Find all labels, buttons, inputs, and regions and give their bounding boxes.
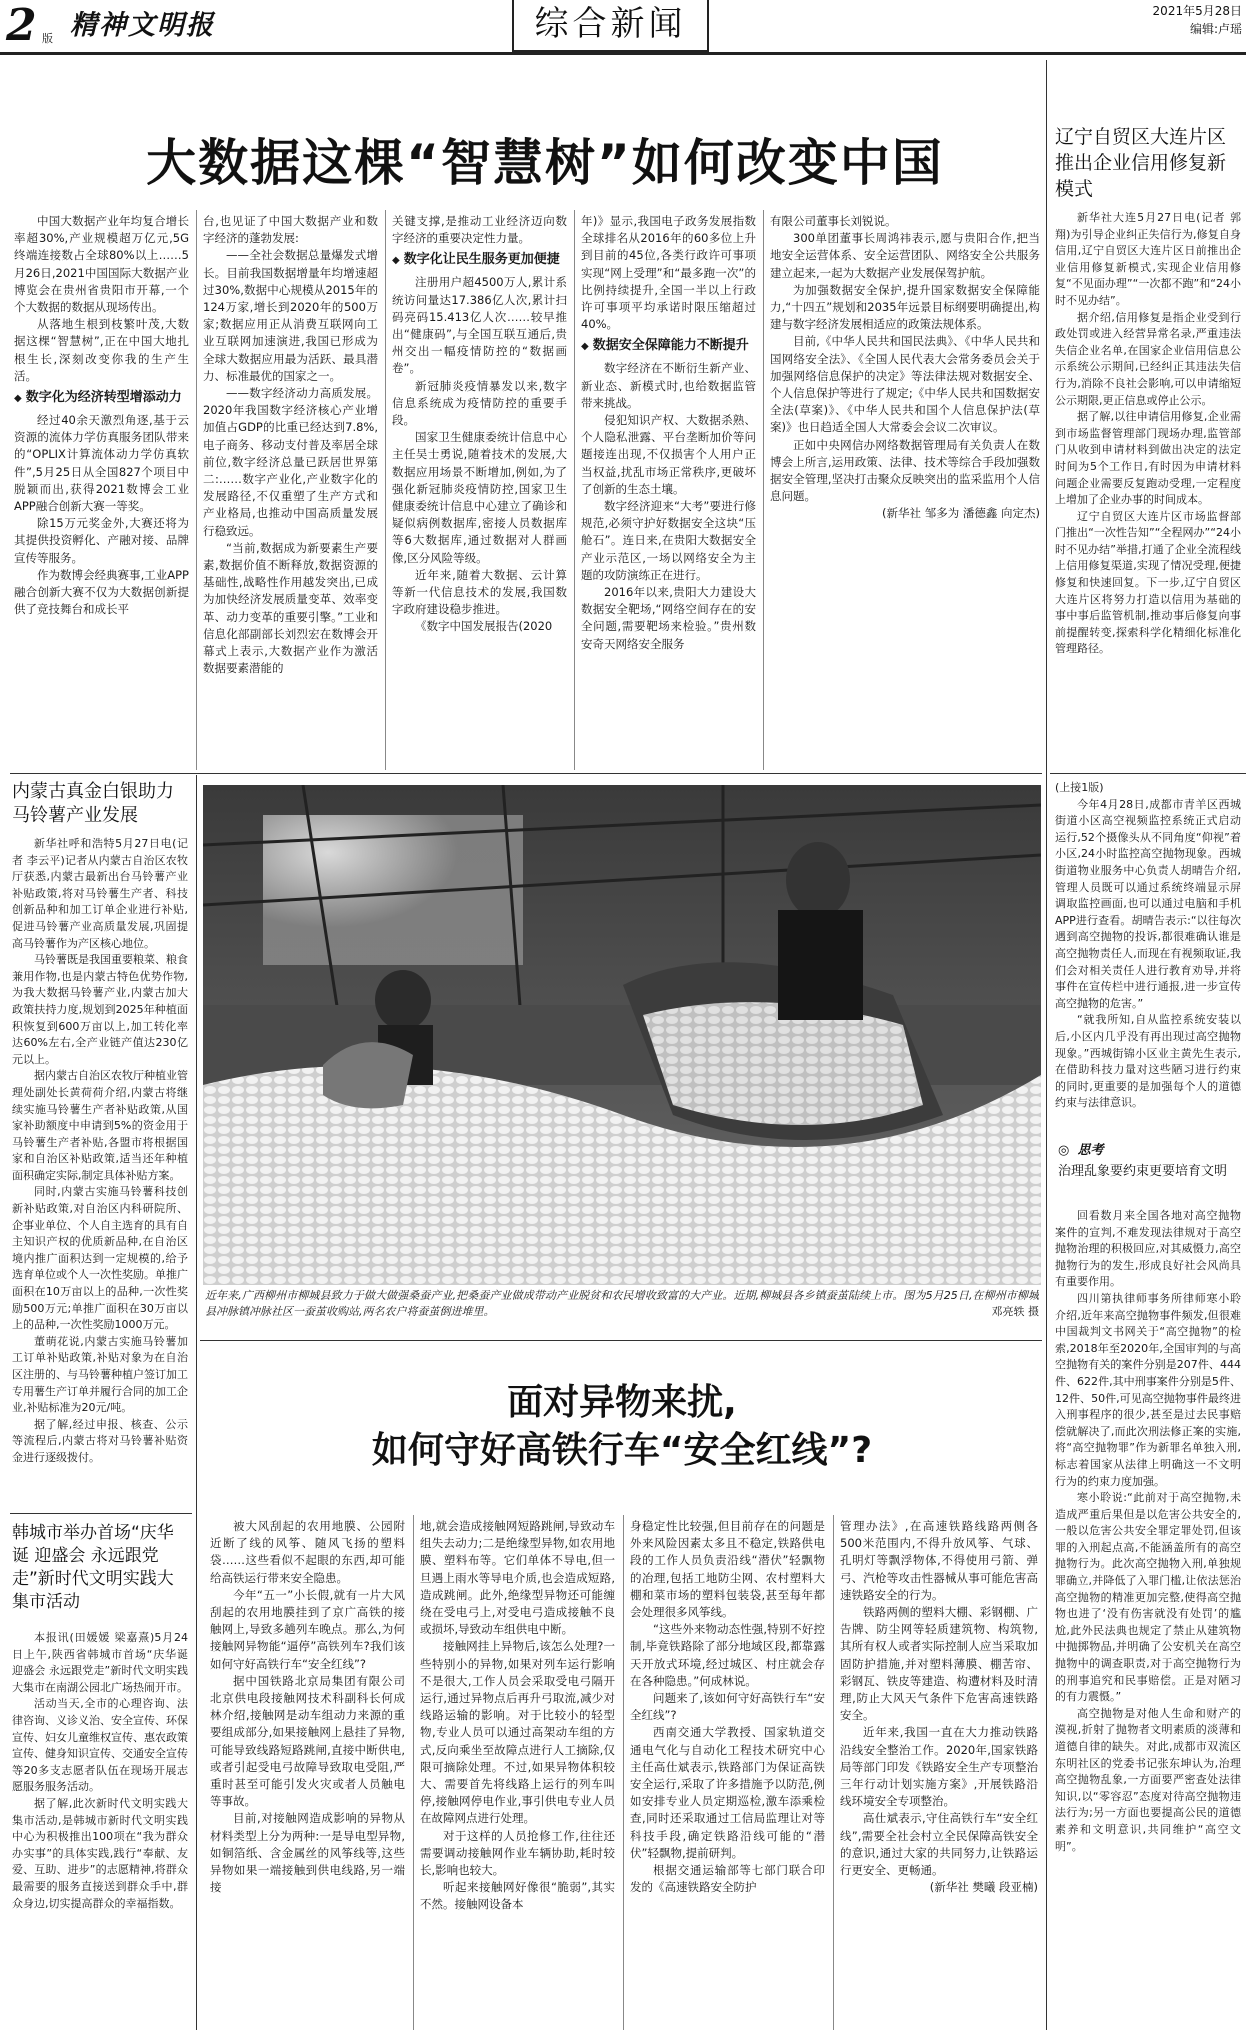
column-divider (574, 210, 575, 770)
paragraph: 高仕斌表示,守住高铁行车“安全红线”,需要全社会村立全民保障高铁安全的意识,通过大家的共同努力,让铁路运行更安全、更畅通。 (840, 1811, 1038, 1878)
paragraph: 同时,内蒙古实施马铃薯科技创新补贴政策,对自治区内科研院所、企事业单位、个人自主选育的具有自主知识产权的优质新品种,在自治区境内推广面积达到一定规模的,给予选育单位或个人一次性奖励。单推广面积在10万亩以上的品种,一次性奖励500万元;单推广面积在30万亩以上的品种,一次性奖励1000万元。 (12, 1185, 188, 1332)
paragraph: 台,也见证了中国大数据产业和数字经济的蓬勃发展: (203, 214, 378, 246)
section-name: 综合新闻 (534, 4, 687, 44)
paragraph: 中国大数据产业年均复合增长率超30%,产业规模超万亿元,5G终端连接数占全球80%以上……5月26日,2021中国国际大数据产业博览会在贵州省贵阳市开幕,一个个大数据的数据从现场传出。 (14, 214, 189, 315)
paragraph: 近年来,我国一直在大力推动铁路沿线安全整治工作。2020年,国家铁路局等部门印发《铁路安全生产专项整治三年行动计划实施方案》,开展铁路沿线环境安全专项整治。 (840, 1725, 1038, 1809)
paragraph: 铁路两侧的塑料大棚、彩钢棚、广告牌、防尘网等轻质建筑物、构筑物,其所有权人或者实际控制人应当采取加固防护措施,并对塑料薄膜、棚苦帘、彩钢瓦、铁皮等建造、构遭材料及时清理,防止大风天气条件下危害高速铁路安全。 (840, 1605, 1038, 1723)
paragraph: 被大风刮起的农用地膜、公园附近断了线的风筝、随风飞扬的塑料袋……这些看似不起眼的东西,却可能给高铁运行带来安全隐患。 (210, 1519, 405, 1585)
main-headline: 大数据这棵“智慧树”如何改变中国 (146, 134, 944, 192)
paragraph: 作为数博会经典赛事,工业APP融合创新大赛不仅为大数据创新提供了竞技舞台和成长平 (14, 567, 189, 617)
photo-credit: 邓亮轶 摄 (991, 1305, 1039, 1318)
paragraph: 年)》显示,我国电子政务发展指数全球排名从2016年的60多位上升到目前的45位,各类行政许可事项实现“网上受理”和“最多跑一次”的比例持续提升,全国一半以上行政许可事项平均承诺时限压缩超过40%。 (581, 214, 756, 332)
paragraph: 回看数月来全国各地对高空抛物案件的宣判,不难发现法律规对于高空抛物治理的积极回应,对其威慑力,高空抛物行为的发生,形成良好社会风尚具有重要作用。 (1055, 1209, 1241, 1289)
paragraph: 管理办法》,在高速铁路线路两侧各500米范围内,不得升放风筝、气球、孔明灯等飘浮物体,不得使用弓箭、弹弓、汽枪等攻击性器械从事可能危害高速铁路安全的行为。 (840, 1519, 1038, 1602)
page-header (0, 0, 1246, 58)
paragraph: 据了解,以往申请信用修复,企业需到市场监督管理部门现场办理,监管部门从收到申请材料到做出决定的法定时间为5个工作日,有时因为申请材料问题企业需要反复跑动受理,一定程度上增加了企业办事的时间成本。 (1055, 410, 1241, 507)
main-col-3 (392, 213, 567, 768)
right-divider (1050, 773, 1246, 774)
paragraph: 辽宁自贸区大连片区市场监督部门推出“一次性告知”“全程网办”“24小时不见办结”举措,打通了企业全流程线上信用修复渠道,实现了情况受理,便捷修复和快速回复。下一步,辽宁自贸区大连片区将努力打造以信用为基础的事中事后监管机制,推动事后修复向事前提醒转变,探索科学化精细化标准化管理路径。 (1055, 509, 1241, 656)
left-divider (10, 1513, 192, 1514)
paragraph: 侵犯知识产权、大数据杀熟、个人隐私泄露、平台垄断加价等问题接连出现,不仅损害个人用户正当权益,扰乱市场正常秩序,更破坏了创新的生态土壤。 (581, 413, 756, 496)
think-body (1055, 1208, 1241, 2028)
caption-text: 近年来,广西柳州市柳城县致力于做大做强桑蚕产业,把桑蚕产业做成带动产业脱贫和农民增收致富的大产业。近期,柳城县各乡镇蚕茧陆续上市。图为5月25日,在柳州市柳城县冲脉镇冲脉社区一蚕茧收购站,两名农户将蚕茧倒进堆里。 (205, 1289, 1039, 1318)
paragraph: “这些外来物动态性强,特别不好控制,毕竟铁路除了部分地域区段,都靠露天开放式环境,经过城区、村庄就会存在各种隐患。”何成林说。 (630, 1622, 825, 1688)
byline: (新华社 樊曦 段亚楠) (929, 1880, 1038, 1895)
paragraph: 目前,对接触网造成影响的异物从材料类型上分为两种:一是导电型异物,如铜箔纸、含金属丝的风筝线等,这些异物如果一端接触到供电线路,另一端接 (210, 1811, 405, 1895)
paragraph: “当前,数据成为新要素生产要素,数据价值不断释放,数据资源的基础性,战略性作用越发突出,已成为加快经济发展质量变革、效率变革、动力变革的重要引擎。”工业和信息化部副部长刘烈宏在数博会开幕式上表示,大数据产业作为激活数据要素潜能的 (203, 540, 378, 676)
paragraph: 2016年以来,贵阳大力建设大数据安全靶场,“网络空间存在的安全问题,需要靶场来检验。”贵州数安奇天网络安全服务 (581, 585, 756, 651)
news-photo (203, 785, 1041, 1285)
main-col-2 (203, 213, 378, 768)
paragraph: 本报讯(田媛媛 梁嘉熹)5月24日上午,陕西省韩城市首场“庆华诞 迎盛会 永远跟党走”新时代文明实践大集市在南湖公园北广场热闹开市。 (12, 1631, 188, 1694)
left-rail-divider (196, 775, 197, 2030)
column-divider (763, 210, 764, 770)
left-article-2-headline: 韩城市举办首场“庆华诞 迎盛会 永远跟党走”新时代文明实践大集市活动 (12, 1523, 174, 1612)
section-name-box (512, 0, 709, 52)
paragraph: 数字经济迎来“大考”要进行修规范,必须守护好数据安全这块“压舱石”。连日来,在贵阳大数据安全产业示范区,一场以网络安全为主题的攻防演练正在进行。 (581, 499, 756, 582)
paragraph: 经过40余天激烈角逐,基于云资源的流体力学仿真服务团队带来的“OPLIX计算流体动力学仿真软件”,5月25日从全国827个项目中脱颖而出,获得2021数博会工业APP融合创新大赛一等奖。 (14, 413, 189, 514)
photo-illustration (203, 785, 1041, 1285)
right-top-body (1055, 210, 1241, 770)
paragraph: 300单团董事长周鸿祎表示,愿与贵阳合作,把当地安全运营体系、安全运营团队、网络安全公共服务建立起来,一起为大数据产业发展保驾护航。 (770, 231, 1040, 280)
rail-col-3 (630, 1518, 825, 2028)
main-col-5 (770, 213, 1040, 768)
paragraph: ——数字经济动力高质发展。2020年我国数字经济核心产业增加值占GDP的比重已经达到7.8%,电子商务、移动支付普及率居全球前位,数字经济总量已跃居世界第二:……数字产业化,产业数字化的发展路径,不仅重塑了生产方式和产业格局,也推动中国高质量发展行稳致远。 (203, 386, 378, 538)
left-article-2-body (12, 1630, 188, 2026)
column-divider (196, 210, 197, 770)
subheading: ◆ 数字化让民生服务更加便捷 (392, 252, 560, 268)
paragraph: 活动当天,全市的心理咨询、法律咨询、义诊义治、安全宣传、环保宣传、妇女儿童维权宣传、惠农政策宣传、健身知识宣传、交通安全宣传等20多支志愿者队伍在现场开展志愿服务服务活动。 (12, 1697, 188, 1794)
column-divider (623, 1515, 624, 2030)
paragraph: 接触网挂上异物后,该怎么处理?一些特别小的异物,如果对列车运行影响不是很大,工作人员会采取受电弓隔开运行,通过异物点后再升弓取流,减少对线路运输的影响。对于比较小的轻型物,专业人员可以通过高架动车组的方式,反向乘坐至故障点进行人工摘除,仅限可摘除处理。不过,如果异物体积较大、需要首先将线路上运行的列车叫停,接触网停电作业,事引供电专业人员在故障网点进行处理。 (420, 1639, 615, 1826)
paragraph: 问题来了,该如何守好高铁行车“安全红线”? (630, 1691, 825, 1723)
paragraph: 国家卫生健康委统计信息中心主任吴士勇说,随着技术的发展,大数据应用场景不断增加,例如,为了强化新冠肺炎疫情防控,国家卫生健康委统计信息中心建立了确诊和疑似病例数据库,密接人员数据库等6大数据库,通过数据对人群画像,区分风险等级。 (392, 430, 567, 565)
page-number: 2 (6, 0, 37, 51)
header-rule (0, 52, 1246, 55)
paragraph: 今年“五一”小长假,就有一片大风刮起的农用地膜挂到了京广高铁的接触网上,导致多趟列车晚点。那么,为何接触网异物能“逼停”高铁列车?我们该如何守好高铁行车“安全红线”? (210, 1587, 405, 1671)
paragraph: 近年来,随着大数据、云计算等新一代信息技术的发展,我国数字政府建设稳步推进。 (392, 567, 567, 617)
paragraph: 听起来接触网好像很“脆弱”,其实不然。接触网设备本 (420, 1880, 615, 1912)
main-col-1 (14, 213, 189, 768)
paragraph: 正如中央网信办网络数据管理局有关负责人在数博会上所言,运用政策、法律、技术等综合手段加强数据安全管理,坚决打击聚众反映突出的监采监用个人信息问题。 (770, 437, 1040, 504)
paragraph: 据了解,经过申报、核查、公示等流程后,内蒙古将对马铃薯补贴资金进行逐级拨付。 (12, 1417, 188, 1464)
paragraph: 除15万元奖金外,大赛还将为其提供投资孵化、产融对接、品牌宣传等服务。 (14, 516, 189, 565)
rail-col-4 (840, 1518, 1038, 2028)
think-label: 思考 (1077, 1143, 1104, 1158)
paragraph: 新冠肺炎疫情暴发以来,数字信息系统成为疫情防控的重要手段。 (392, 378, 567, 428)
paragraph: 寒小聆说:“此前对于高空抛物,未造成严重后果但是以危害公共安全的,一般以危害公共安全罪定罪处罚,但该罪的入刑起点高,不能涵盖所有的高空抛物行为。此次高空抛物入刑,单独规罪确立,并降低了入罪门槛,让依法惩治高空抛物的精准更加完整,使得高空抛物也进了‘没有伤害就没有处罚’的尴尬,此外民法典也规定了禁止从建筑物中抛掷物品,并明确了公安机关在高空抛物中的调查职责,对于高空抛物行为的刑事追究和民事赔偿。正是对陋习的有力震慑。” (1055, 1491, 1241, 1704)
paragraph: 地,就会造成接触网短路跳闸,导致动车组失去动力;二是绝缘型异物,如农用地膜、塑料布等。它们单体不导电,但一旦遇上雨水等导电介质,也会造成短路,造成跳闸。此外,绝缘型异物还可能缠绕在受电弓上,对受电弓造成接触不良或损坏,导致动车组供电中断。 (420, 1519, 615, 1637)
paragraph: 董萌花说,内蒙古实施马铃薯加工订单补贴政策,补贴对象为在自治区注册的、与马铃薯种植户签订加工专用薯生产订单并履行合同的加工企业,补贴标准为20元/吨。 (12, 1334, 188, 1415)
paragraph: 西南交通大学教授、国家轨道交通电气化与自动化工程技术研究中心主任高仕斌表示,铁路部门为保证高铁安全运行,采取了许多措施予以防范,例如安排专业人员定期巡检,激车添乘检查,同时还采取通过工信局监理让对等科技手段,确定铁路沿线可能的“潜伏”轻飘物,提前研判。 (630, 1725, 825, 1860)
right-rail-divider (1046, 60, 1047, 2030)
left-article-1-headline: 内蒙古真金白银助力马铃薯产业发展 (12, 781, 174, 826)
think-heading (1058, 1142, 1242, 1160)
issue-date: 2021年5月28日 (1152, 4, 1242, 18)
circle-icon: ◎ (1058, 1143, 1070, 1158)
paragraph: 马铃薯既是我国重要粮菜、粮食兼用作物,也是内蒙古特色优势作物,为我大数据马铃薯产业,内蒙古加大政策扶持力度,规划到2025年种植面积恢复到600万亩以上,加工转化率达60%左右,全产业链产值达230亿元以上。 (12, 953, 188, 1066)
paragraph: 数字经济在不断衍生新产业、新业态、新模式时,也给数据监管带来挑战。 (581, 361, 756, 410)
page-number-suffix: 版 (42, 32, 53, 45)
rail-headline-line-2: 如何守好高铁行车“安全红线”? (371, 1430, 873, 1471)
paragraph: “就我所知,自从监控系统安装以后,小区内几乎没有再出现过高空抛物现象。”西城街锦小区业主黄先生表示,在借助科技力量对这些陋习进行约束的同时,更重要的是加强每个人的道德约束与法律意识。 (1055, 1013, 1241, 1110)
subheading: ◆ 数字化为经济转型增添动力 (14, 390, 182, 406)
paragraph: 高空抛物是对他人生命和财产的漠视,折射了抛物者文明素质的淡薄和道德自律的缺失。对此,成都市双流区东明社区的党委书记张东坤认为,治理高空抛物乱象,一方面要严密查处法律知识,以“零容忍”态度对待高空抛物违法行为;另一方面也要提高公民的道德素养和文明意识,共同维护“高空文明”。 (1055, 1706, 1241, 1853)
paragraph: 据内蒙古自治区农牧厅种植业管理处副处长黄荷荷介绍,内蒙古将继续实施马铃薯生产者补贴政策,从国家补助额度中申请到5%的资金用于马铃薯生产者补贴,各盟市将根据国家和自治区补贴政策,适当还年种植面积确定实际,制定具体补贴方案。 (12, 1069, 188, 1182)
rail-col-2 (420, 1518, 615, 2028)
paragraph: 新华社呼和浩特5月27日电(记者 李云平)记者从内蒙古自治区农牧厅获悉,内蒙古最新出台马铃薯产业补贴政策,将对马铃薯生产者、科技创新品种和加工订单企业进行补贴,促进马铃薯产业高质量发展,巩固提高马铃薯作为产区核心地位。 (12, 837, 188, 950)
paragraph: 据了解,此次新时代文明实践大集市活动,是韩城市新时代文明实践中心为积极推出100项在“我为群众办实事”的具体实践,践行“奉献、友爱、互助、进步”的志愿精神,将群众最需要的服务直接送到群众手中,群众身边,切实提高群众的幸福指数。 (12, 1796, 188, 1910)
right-mid-body (1055, 780, 1241, 1135)
paragraph: 新华社大连5月27日电(记者 郭翔)为引导企业纠正失信行为,修复自身信用,辽宁自贸区大连片区日前推出企业信用修复新模式,实现企业信用修复“不见面办理”“一次都不跑”和“24小时不见办结”。 (1055, 211, 1241, 307)
paragraph: 关键支撑,是推动工业经济迈向数字经济的重要决定性力量。 (392, 214, 567, 246)
photo-caption (205, 1288, 1039, 1340)
main-col-4 (581, 213, 756, 768)
right-top-headline: 辽宁自贸区大连片区推出企业信用修复新模式 (1055, 126, 1227, 200)
section-divider (10, 773, 1042, 774)
photo-divider (200, 1340, 1042, 1341)
rail-headline-line-1: 面对异物来扰, (507, 1382, 737, 1423)
paragraph: 为加强数据安全保护,提升国家数据安全保障能力,“十四五”规划和2035年远景目标纲要明确提出,构建与数字经济发展相适应的政策法规体系。 (770, 282, 1040, 332)
think-title: 治理乱象要约束更要培育文明 (1058, 1164, 1228, 1179)
paragraph: 目前,《中华人民共和国民法典》、《中华人民共和国网络安全法》、《全国人民代表大会常务委员会关于加强网络信息保护的决定》等法律法规对数据安全、个人信息保护等进行了规定;《中华人民共和国数据安全法(草案)》、《中华人民共和国个人信息保护法(草案)》也日趋适全国人大常委会会议二次审议。 (770, 334, 1040, 435)
byline: (新华社 邹多为 潘德鑫 向定杰) (882, 506, 1040, 521)
paragraph: 据中国铁路北京局集团有限公司北京供电段接触网技术科副科长何成林介绍,接触网是动车组动力来源的重要组成部分,如果接触网上悬挂了异物,可能导致线路短路跳闸,直接中断供电,或者引起受电弓故障导致取电受阻,严重时甚至可能引发火灾或者人员触电等事故。 (210, 1673, 405, 1809)
paragraph: 注册用户超4500万人,累计系统访问量达17.386亿人次,累计扫码亮码15.413亿人次……较早推出“健康码”,与全国互联互通后,贵州交出一幅疫情防控的“数据画卷”。 (392, 275, 567, 376)
masthead: 精神文明报 (70, 10, 215, 41)
paragraph: 根据交通运输部等七部门联合印发的《高速铁路安全防护 (630, 1863, 825, 1895)
continued-label: (上接1版) (1055, 781, 1104, 794)
paragraph: 据介绍,信用修复是指企业受到行政处罚或进入经营异常名录,严重违法失信企业名单,在国家企业信用信息公示系统公示期间,已经纠正其违法失信行为,消除不良社会影响,可以申请缩短公示期限,更正信息或停止公示。 (1055, 310, 1241, 407)
column-divider (385, 210, 386, 770)
paragraph: 身稳定性比较强,但目前存在的问题是外来风险因素太多且不稳定,铁路供电段的工作人员负责沿线“潜伏”轻飘物的冶理,包括工地防尘网、农村塑料大棚和菜市场的塑料包装袋,甚至每年都会处理很多风筝线。 (630, 1519, 825, 1620)
column-divider (413, 1515, 414, 2030)
paragraph: 有限公司董事长刘锐说。 (770, 214, 897, 228)
paragraph: 从落地生根到枝繁叶茂,大数据这棵“智慧树”,正在中国大地扎根生长,深刻改变你我的生产生活。 (14, 317, 189, 383)
paragraph: ——全社会数据总量爆发式增长。目前我国数据增量年均增速超过30%,数据中心规模从2015年的124万家,增长到2020年的500万家;数据应用正从消费互联网向工业互联网加速演进,我国已形成为全球大数据应用最为活跃、最具潜力、标准最优的国家之一。 (203, 248, 378, 383)
editor: 编辑:卢瑶 (1189, 22, 1242, 36)
left-article-1-body (12, 836, 188, 1508)
paragraph: 《数字中国发展报告(2020 (415, 619, 553, 634)
paragraph: 四川第执律师事务所律师寒小聆介绍,近年来高空抛物事件频发,但很难中国裁判文书网关于“高空抛物”的检索,2018年至2020年,全国审判的与高空抛物有关的案件分别是207件、444件、622件,其中刑事案件分别是5件、12件、50件,可见高空抛物事件最终进入刑事程序的很少,甚至是过去民事赔偿就解决了,而此次刑法修正案的实施,将“高空抛物罪”作为新罪名单独入刑,标志着国家从法律上明确这一不文明行为的约束力度加强。 (1055, 1291, 1241, 1488)
rail-col-1 (210, 1518, 405, 2028)
paragraph: 今年4月28日,成都市青羊区西城街道小区高空视频监控系统正式启动运行,52个摄像头从不同角度“仰视”着小区,24小时监控高空抛物现象。西城街道物业服务中心负责人胡晴告介绍,管理人员既可以通过系统终端显示屏调取监控画面,也可以通过电脑和手机APP进行查看。胡晴告表示:“以往每次遇到高空抛物的投诉,都很难确认谁是高空抛物责任人,而现在有视频取证,我们会对相关责任人进行教育劝导,并将事件在宣传栏中进行通报,进一步宣传高空抛物的危害。” (1055, 797, 1241, 1010)
paragraph: 对于这样的人员抢修工作,往往还需要调动接触网作业车辆协助,耗时较长,影响也较大。 (420, 1828, 615, 1878)
column-divider (833, 1515, 834, 2030)
subheading: ◆ 数据安全保障能力不断提升 (581, 338, 749, 354)
